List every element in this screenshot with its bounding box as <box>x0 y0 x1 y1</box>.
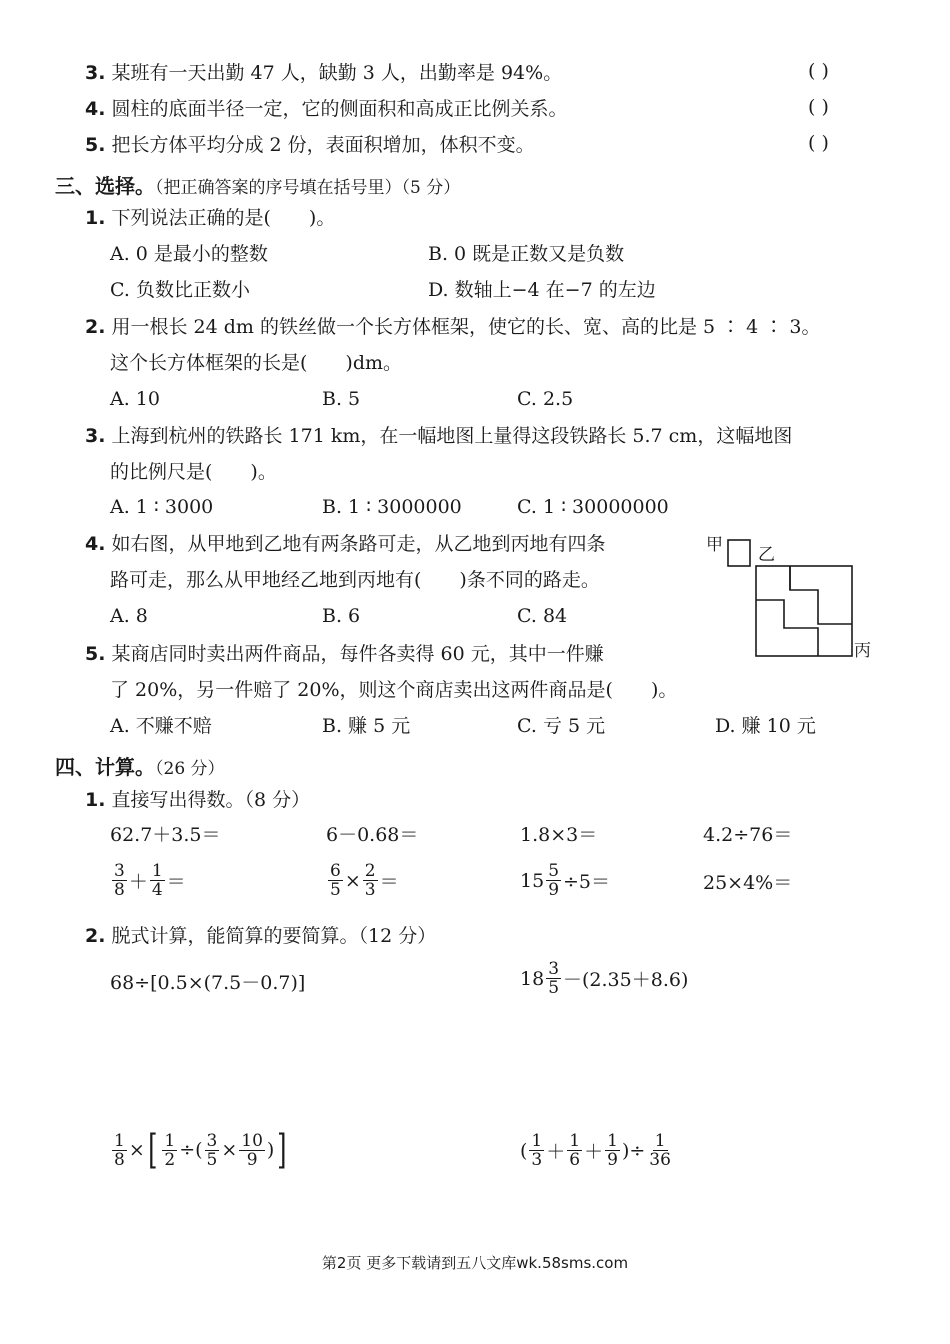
question-text: 脱式计算，能简算的要简算。（12 分） <box>111 925 437 947</box>
question-text: 上海到杭州的铁路长 171 km，在一幅地图上量得这段铁路长 5.7 cm，这幅地图 <box>111 425 793 447</box>
question-text-line2: 了 20%，另一件赔了 20%，则这个商店卖出这两件商品是( )。 <box>110 679 678 701</box>
item-number: 1. <box>85 207 106 229</box>
option-a[interactable]: A. 8 <box>110 605 148 627</box>
step-calc-4[interactable]: ( $\frac{1}{3}$ ＋ $\frac{1}{6}$ ＋ $\frac{1}{9}$ )÷ $\frac{1}{36}$ <box>520 1131 671 1170</box>
answer-paren[interactable]: ( ) <box>808 60 829 82</box>
item-number: 4. <box>85 98 106 120</box>
label-bing: 丙 <box>854 641 871 661</box>
mental-calc-6[interactable]: $\frac{6}{5}$ × $\frac{2}{3}$ ＝ <box>330 861 399 900</box>
section-3-heading <box>55 170 460 199</box>
option-d[interactable]: D. 赚 10 元 <box>715 715 816 737</box>
fraction: $\frac{1}{36}$ <box>649 1131 671 1170</box>
fraction: $\frac{3}{8}$ <box>114 861 125 900</box>
step-calc-2[interactable]: 18 $\frac{3}{5}$ －(2.35＋8.6) <box>520 959 689 998</box>
route-diagram <box>700 528 890 668</box>
mental-calc-2[interactable]: 6－0.68＝ <box>326 824 419 846</box>
calc-q2 <box>85 923 436 949</box>
option-b[interactable]: B. 赚 5 元 <box>322 715 411 737</box>
section-note: （把正确答案的序号填在括号里）（5 分） <box>155 178 461 198</box>
choice-q4 <box>85 531 606 557</box>
fraction: $\frac{2}{3}$ <box>364 861 376 900</box>
question-text: 下列说法正确的是( )。 <box>111 207 336 229</box>
fraction: $\frac{10}{9}$ <box>241 1130 263 1170</box>
option-b[interactable]: B. 1 ∶ 3000000 <box>322 496 462 518</box>
section-title: 三、选择。 <box>55 174 155 198</box>
item-number: 4. <box>85 533 106 555</box>
answer-paren[interactable]: ( ) <box>808 132 829 154</box>
question-text: 某商店同时卖出两件商品，每件各卖得 60 元，其中一件赚 <box>111 643 604 665</box>
fraction: $\frac{5}{9}$ <box>548 861 560 900</box>
section-4-heading <box>55 751 225 780</box>
page-footer: 第2页 更多下载请到五八文库wk.58sms.com <box>321 1254 629 1272</box>
choice-q1 <box>85 205 335 231</box>
fraction: $\frac{6}{5}$ <box>330 861 341 900</box>
mental-calc-7[interactable]: 15 $\frac{5}{9}$ ÷5＝ <box>520 861 611 900</box>
route-yi-bing-box <box>756 566 852 656</box>
item-number: 3. <box>85 62 106 84</box>
option-b[interactable]: B. 5 <box>322 388 361 410</box>
right-bracket: ] <box>277 1127 287 1173</box>
fraction: $\frac{1}{2}$ <box>164 1130 176 1170</box>
option-b[interactable]: B. 6 <box>322 605 361 627</box>
mental-calc-3[interactable]: 1.8×3＝ <box>520 824 598 846</box>
fraction: $\frac{1}{8}$ <box>114 1130 125 1170</box>
question-text-line2: 的比例尺是( )。 <box>110 461 277 483</box>
item-number: 1. <box>85 789 106 811</box>
mental-calc-8[interactable]: 25×4%＝ <box>703 872 793 894</box>
fraction: $\frac{1}{3}$ <box>531 1131 543 1170</box>
mental-calc-4[interactable]: 4.2÷76＝ <box>703 824 793 846</box>
item-text: 把长方体平均分成 2 份，表面积增加，体积不变。 <box>111 134 535 156</box>
fraction: $\frac{1}{6}$ <box>569 1131 581 1170</box>
step-calc-1[interactable]: 68÷[0.5×(7.5－0.7)] <box>110 972 306 994</box>
item-number: 5. <box>85 134 106 156</box>
option-c[interactable]: C. 2.5 <box>517 388 574 410</box>
question-text: 用一根长 24 dm 的铁丝做一个长方体框架，使它的长、宽、高的比是 5 ∶ 4 ∶ 3。 <box>111 316 821 338</box>
fraction: $\frac{3}{5}$ <box>206 1130 218 1170</box>
section-note: （26 分） <box>155 759 225 779</box>
item-text: 某班有一天出勤 47 人，缺勤 3 人，出勤率是 94%。 <box>111 62 563 84</box>
option-c[interactable]: C. 1 ∶ 30000000 <box>517 496 669 518</box>
item-number: 2. <box>85 316 106 338</box>
item-number: 5. <box>85 643 106 665</box>
judge-item-3 <box>85 60 562 86</box>
judge-item-4 <box>85 96 568 122</box>
question-text-line2: 路可走，那么从甲地经乙地到丙地有( )条不同的路走。 <box>110 569 600 591</box>
option-d[interactable]: D. 数轴上−4 在−7 的左边 <box>428 279 656 301</box>
item-number: 2. <box>85 925 106 947</box>
mental-calc-5[interactable]: $\frac{3}{8}$ ＋ $\frac{1}{4}$ ＝ <box>114 861 186 900</box>
option-c[interactable]: C. 负数比正数小 <box>110 279 250 301</box>
option-a[interactable]: A. 10 <box>110 388 160 410</box>
option-b[interactable]: B. 0 既是正数又是负数 <box>428 243 625 265</box>
choice-q2 <box>85 314 820 340</box>
item-number: 3. <box>85 425 106 447</box>
label-yi: 乙 <box>758 545 775 565</box>
fraction: $\frac{3}{5}$ <box>548 959 560 998</box>
option-a[interactable]: A. 1 ∶ 3000 <box>110 496 214 518</box>
calc-q1 <box>85 787 310 813</box>
question-text: 如右图，从甲地到乙地有两条路可走，从乙地到丙地有四条 <box>111 533 606 555</box>
option-c[interactable]: C. 亏 5 元 <box>517 715 606 737</box>
question-text: 直接写出得数。（8 分） <box>111 789 311 811</box>
choice-q5 <box>85 641 604 667</box>
step-calc-3[interactable]: $\frac{1}{8}$ × [ $\frac{1}{2}$ ÷( $\frac{3}{5}$ × $\frac{10}{9}$ ) ] <box>114 1127 287 1173</box>
item-text: 圆柱的底面半径一定，它的侧面积和高成正比例关系。 <box>111 98 568 120</box>
option-c[interactable]: C. 84 <box>517 605 568 627</box>
answer-paren[interactable]: ( ) <box>808 96 829 118</box>
left-bracket: [ <box>147 1127 158 1173</box>
choice-q3 <box>85 423 792 449</box>
option-a[interactable]: A. 0 是最小的整数 <box>110 243 268 265</box>
fraction: $\frac{1}{4}$ <box>151 861 163 900</box>
option-a[interactable]: A. 不赚不赔 <box>110 715 212 737</box>
section-title: 四、计算。 <box>55 755 155 779</box>
mental-calc-1[interactable]: 62.7＋3.5＝ <box>110 824 221 846</box>
label-jia: 甲 <box>706 535 723 555</box>
question-text-line2: 这个长方体框架的长是( )dm。 <box>110 352 403 374</box>
route-jia-yi-box <box>728 540 750 566</box>
fraction: $\frac{1}{9}$ <box>607 1131 618 1170</box>
judge-item-5 <box>85 132 535 158</box>
